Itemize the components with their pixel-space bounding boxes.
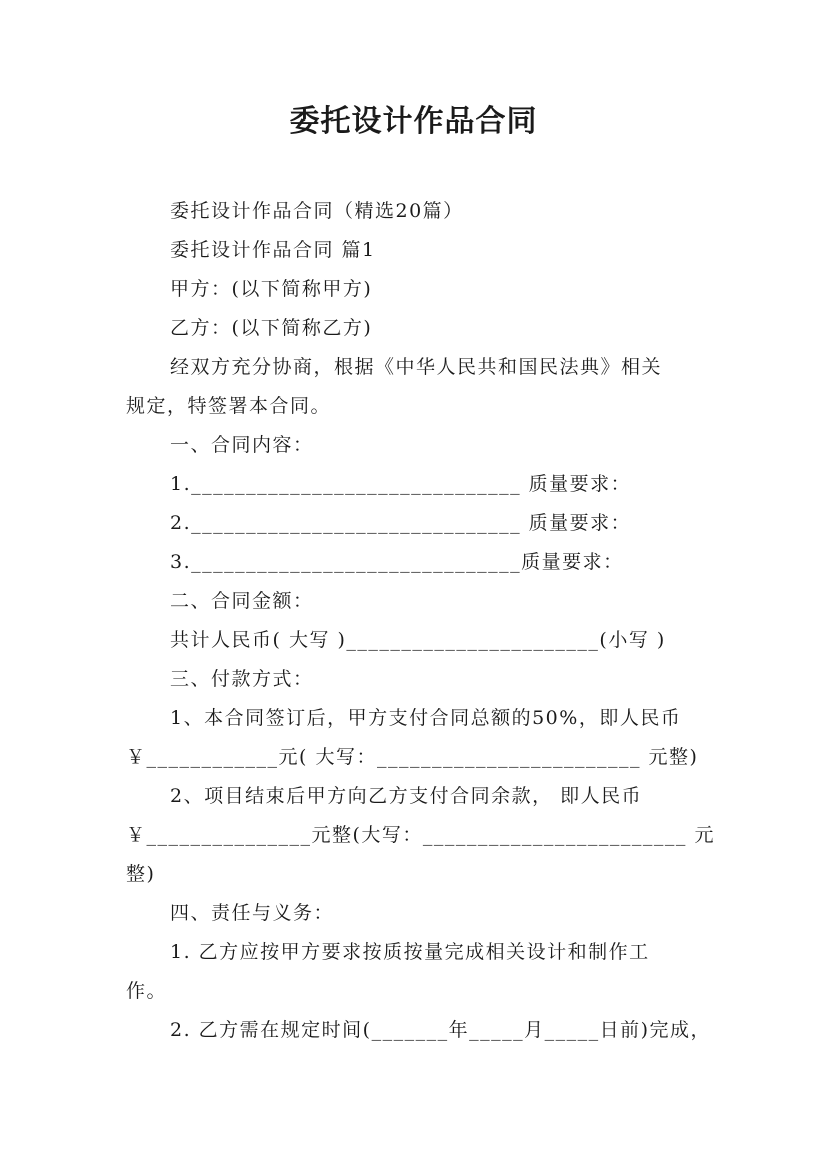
section-heading-line: 委托设计作品合同 篇1: [170, 239, 376, 261]
preamble-line: 规定，特签署本合同。: [126, 395, 332, 417]
party-b-line: 乙方：(以下简称乙方): [170, 317, 373, 339]
clause-heading-line: 四、责任与义务：: [170, 902, 335, 924]
content-item-line: 2.______________________________ 质量要求：: [170, 512, 632, 534]
payment-line: 整): [126, 863, 156, 885]
clause-heading-line: 三、付款方式：: [170, 668, 314, 690]
content-item-line: 1.______________________________ 质量要求：: [170, 473, 632, 495]
clause-heading-line: 一、合同内容：: [170, 434, 314, 456]
amount-line: 共计人民币( 大写 )_______________________(小写 ): [170, 629, 666, 651]
content-item-line: 3.______________________________质量要求：: [170, 551, 624, 573]
duty-line: 作。: [126, 980, 168, 1002]
duty-line: 1. 乙方应按甲方要求按质按量完成相关设计和制作工: [170, 941, 650, 963]
payment-line: 1、本合同签订后，甲方支付合同总额的50%，即人民币: [170, 707, 682, 729]
payment-line: 2、项目结束后甲方向乙方支付合同余款， 即人民币: [170, 785, 643, 807]
payment-line: ￥_______________元整(大写：________________________ 元: [126, 824, 715, 846]
clause-heading-line: 二、合同金额：: [170, 590, 314, 612]
party-a-line: 甲方：(以下简称甲方): [170, 278, 373, 300]
payment-line: ￥____________元( 大写：________________________ 元整): [126, 746, 699, 768]
document-title: 委托设计作品合同: [289, 104, 538, 139]
subtitle-line: 委托设计作品合同（精选20篇）: [170, 200, 464, 222]
duty-line: 2. 乙方需在规定时间(_______年_____月_____日前)完成，: [170, 1019, 711, 1041]
preamble-line: 经双方充分协商，根据《中华人民共和国民法典》相关: [170, 356, 663, 378]
